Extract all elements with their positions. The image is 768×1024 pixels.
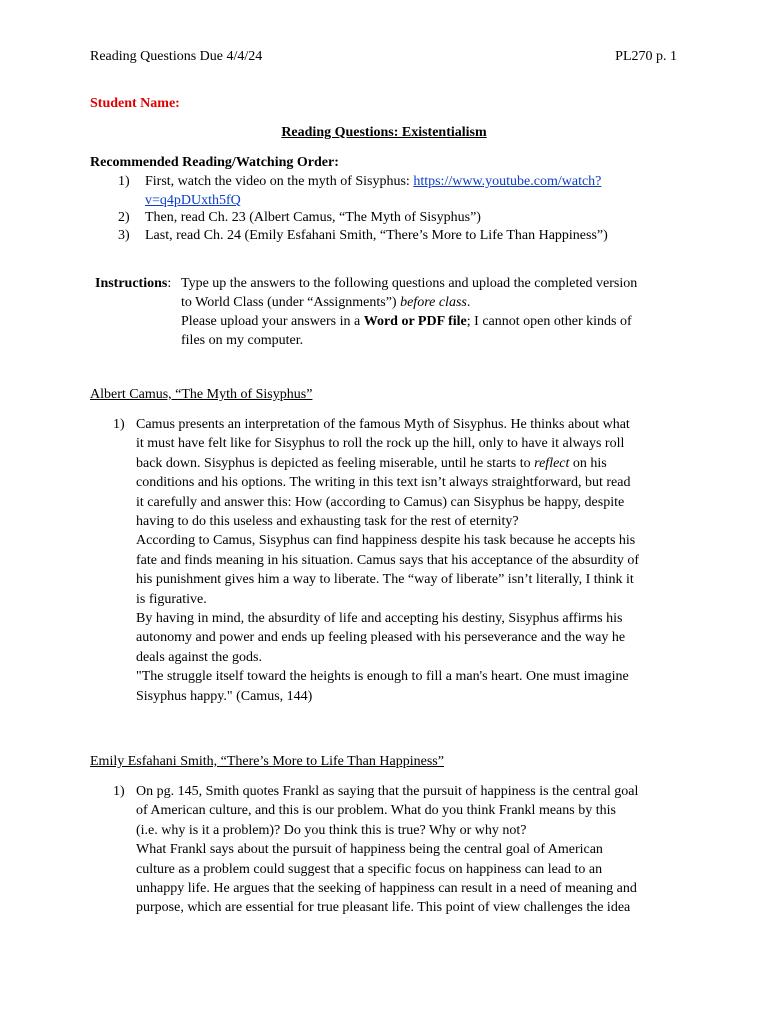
- question-line: having to do this useless and exhausting task for the rest of eternity?: [136, 514, 519, 530]
- header-right: PL270 p. 1: [615, 49, 677, 64]
- answer-line: purpose, which are essential for true pleasant life. This point of view challenges the idea: [136, 900, 631, 916]
- question-text: on his: [569, 455, 607, 471]
- reading-item-1: [145, 172, 601, 191]
- question-line: it must have felt like for Sisyphus to roll the rock up the hill, only to have it always roll: [136, 436, 625, 452]
- instructions-line-1: Type up the answers to the following questions and upload the completed version: [181, 276, 638, 291]
- answer-line: is figurative.: [136, 591, 207, 607]
- reading-item-3: Last, read Ch. 24 (Emily Esfahani Smith, “There’s More to Life Than Happiness”): [145, 228, 608, 243]
- instructions-text: to World Class (under “Assignments”): [181, 295, 401, 310]
- question-line: [136, 454, 639, 473]
- answer-line: What Frankl says about the pursuit of happiness being the central goal of American: [136, 842, 603, 858]
- reading-order-heading: Recommended Reading/Watching Order:: [90, 155, 339, 170]
- question-line: it carefully and answer this: How (according to Camus) can Sisyphus be happy, despite: [136, 494, 625, 510]
- youtube-link-continued[interactable]: v=q4pDUxth5fQ: [145, 193, 241, 208]
- question-emphasis: reflect: [534, 455, 570, 471]
- question-camus: [136, 415, 639, 706]
- instructions-line-2: [181, 293, 470, 312]
- answer-line: culture as a problem could suggest that a specific focus on happiness can lead to an: [136, 861, 603, 877]
- answer-line: autonomy and power and ends up feeling pleased with his perseverance and the way he: [136, 630, 626, 646]
- instructions-text: ; I cannot open other kinds of: [466, 314, 632, 329]
- instructions-label-wrap: [95, 274, 171, 293]
- instructions-line-3: [181, 312, 632, 331]
- youtube-link[interactable]: https://www.youtube.com/watch?: [413, 174, 602, 189]
- instructions-emphasis: before class: [400, 295, 467, 310]
- header-left: Reading Questions Due 4/4/24: [90, 49, 263, 64]
- instructions-label: Instructions: [95, 276, 168, 291]
- question-line: of American culture, and this is our problem. What do you think Frankl means by this: [136, 803, 616, 819]
- reading-item-2: Then, read Ch. 23 (Albert Camus, “The Myth of Sisyphus”): [145, 210, 481, 225]
- answer-line: Sisyphus happy." (Camus, 144): [136, 688, 313, 704]
- answer-line: his punishment gives him a way to liberate. The “way of liberate” isn’t literally, I think it: [136, 572, 634, 588]
- reading-item-number: 1): [118, 174, 130, 189]
- reading-item-number: 3): [118, 228, 130, 243]
- reading-item-number: 2): [118, 210, 130, 225]
- question-line: (i.e. why is it a problem)? Do you think this is true? Why or why not?: [136, 822, 527, 838]
- question-line: conditions and his options. The writing in this text isn’t always straightforward, but read: [136, 475, 631, 491]
- reading-item-text: First, watch the video on the myth of Sisyphus:: [145, 174, 414, 189]
- question-text: back down. Sisyphus is depicted as feeling miserable, until he starts to: [136, 455, 535, 471]
- answer-line: deals against the gods.: [136, 649, 262, 665]
- answer-line: According to Camus, Sisyphus can find happiness despite his task because he accepts his: [136, 533, 636, 549]
- section-heading-smith: Emily Esfahani Smith, “There’s More to Life Than Happiness”: [90, 754, 444, 769]
- instructions-file-format: Word or PDF file: [363, 314, 467, 329]
- answer-line: fate and finds meaning in his situation. Camus says that his acceptance of the absurdity of: [136, 552, 640, 568]
- page-title: Reading Questions: Existentialism: [281, 125, 487, 140]
- instructions-text: Please upload your answers in a: [181, 314, 364, 329]
- student-name-label: Student Name:: [90, 96, 180, 111]
- question-smith: [136, 782, 638, 918]
- answer-line: unhappy life. He argues that the seeking of happiness can result in a need of meaning and: [136, 881, 637, 897]
- answer-line: "The struggle itself toward the heights is enough to fill a man's heart. One must imagine: [136, 669, 629, 685]
- answer-line: By having in mind, the absurdity of life and accepting his destiny, Sisyphus affirms his: [136, 611, 623, 627]
- question-line: On pg. 145, Smith quotes Frankl as saying that the pursuit of happiness is the central goal: [136, 784, 639, 799]
- instructions-text: .: [466, 295, 471, 310]
- instructions-colon: :: [167, 276, 172, 291]
- instructions-line-4: files on my computer.: [181, 333, 304, 348]
- question-number: 1): [113, 784, 125, 799]
- question-line: Camus presents an interpretation of the famous Myth of Sisyphus. He thinks about what: [136, 417, 630, 432]
- question-number: 1): [113, 417, 125, 432]
- section-heading-camus: Albert Camus, “The Myth of Sisyphus”: [90, 387, 313, 402]
